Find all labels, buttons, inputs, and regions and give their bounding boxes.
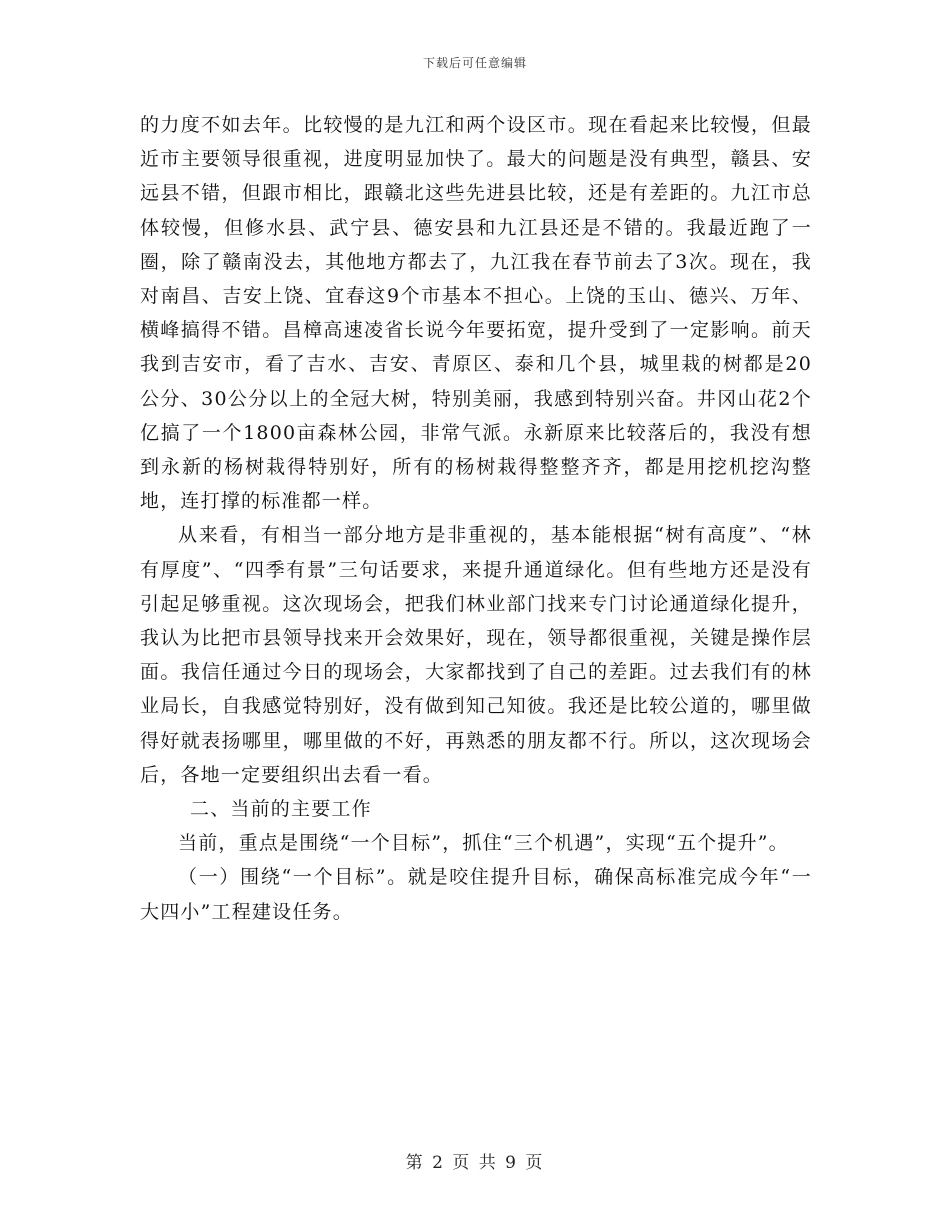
document-body xyxy=(140,108,812,929)
paragraph: 当前，重点是围绕“一个目标”，抓住“三个机遇”，实现“五个提升”。 xyxy=(178,832,789,855)
page-header: 下载后可任意编辑 xyxy=(422,56,527,70)
paragraph-continued: 的力度不如去年。比较慢的是九江和两个设区市。现在看起来比较慢，但最近市主要领导很重视，进度明显加快了。最大的问题是没有典型，赣县、安远县不错，但跟市相比，跟赣北这些先进县比较，还是有差距的。九江市总体较慢，但修水县、武宁县、德安县和九江县还是不错的。我最近跑了一圈，除了赣南没去，其他地方都去了，九江我在春节前去了3次。现在，我对南昌、吉安上饶、宜春这9个市基本不担心。上饶的玉山、德兴、万年、横峰搞得不错。昌樟高速凌省长说今年要拓宽，提升受到了一定影响。前天我到吉安市，看了吉水、吉安、青原区、泰和几个县，城里栽的树都是20公分、30公分以上的全冠大树，特别美丽，我感到特别兴奋。井冈山花2个亿搞了一个1800亩森林公园，非常气派。永新原来比较落后的，我没有想到永新的杨树栽得特别好，所有的杨树栽得整整齐齐，都是用挖机挖沟整地，连打撑的标准都一样。 xyxy=(140,114,812,513)
section-heading: 二、当前的主要工作 xyxy=(190,798,372,821)
paragraph: 从来看，有相当一部分地方是非重视的，基本能根据“树有高度”、“林有厚度”、“四季有景”三句话要求，来提升通道绿化。但有些地方还是没有引起足够重视。这次现场会，把我们林业部门找来专门讨论通道绿化提升，我认为比把市县领导找来开会效果好，现在，领导都很重视，关键是操作层面。我信任通过今日的现场会，大家都找到了自己的差距。过去我们有的林业局长，自我感觉特别好，没有做到知己知彼。我还是比较公道的，哪里做得好就表扬哪里，哪里做的不好，再熟悉的朋友都不行。所以，这次现场会后，各地一定要组织出去看一看。 xyxy=(140,524,812,786)
page-number: 第 2 页 共 9 页 xyxy=(405,1153,545,1173)
subsection-paragraph: （一）围绕“一个目标”。就是咬住提升目标，确保高标准完成今年“一大四小”工程建设任务。 xyxy=(140,866,812,923)
